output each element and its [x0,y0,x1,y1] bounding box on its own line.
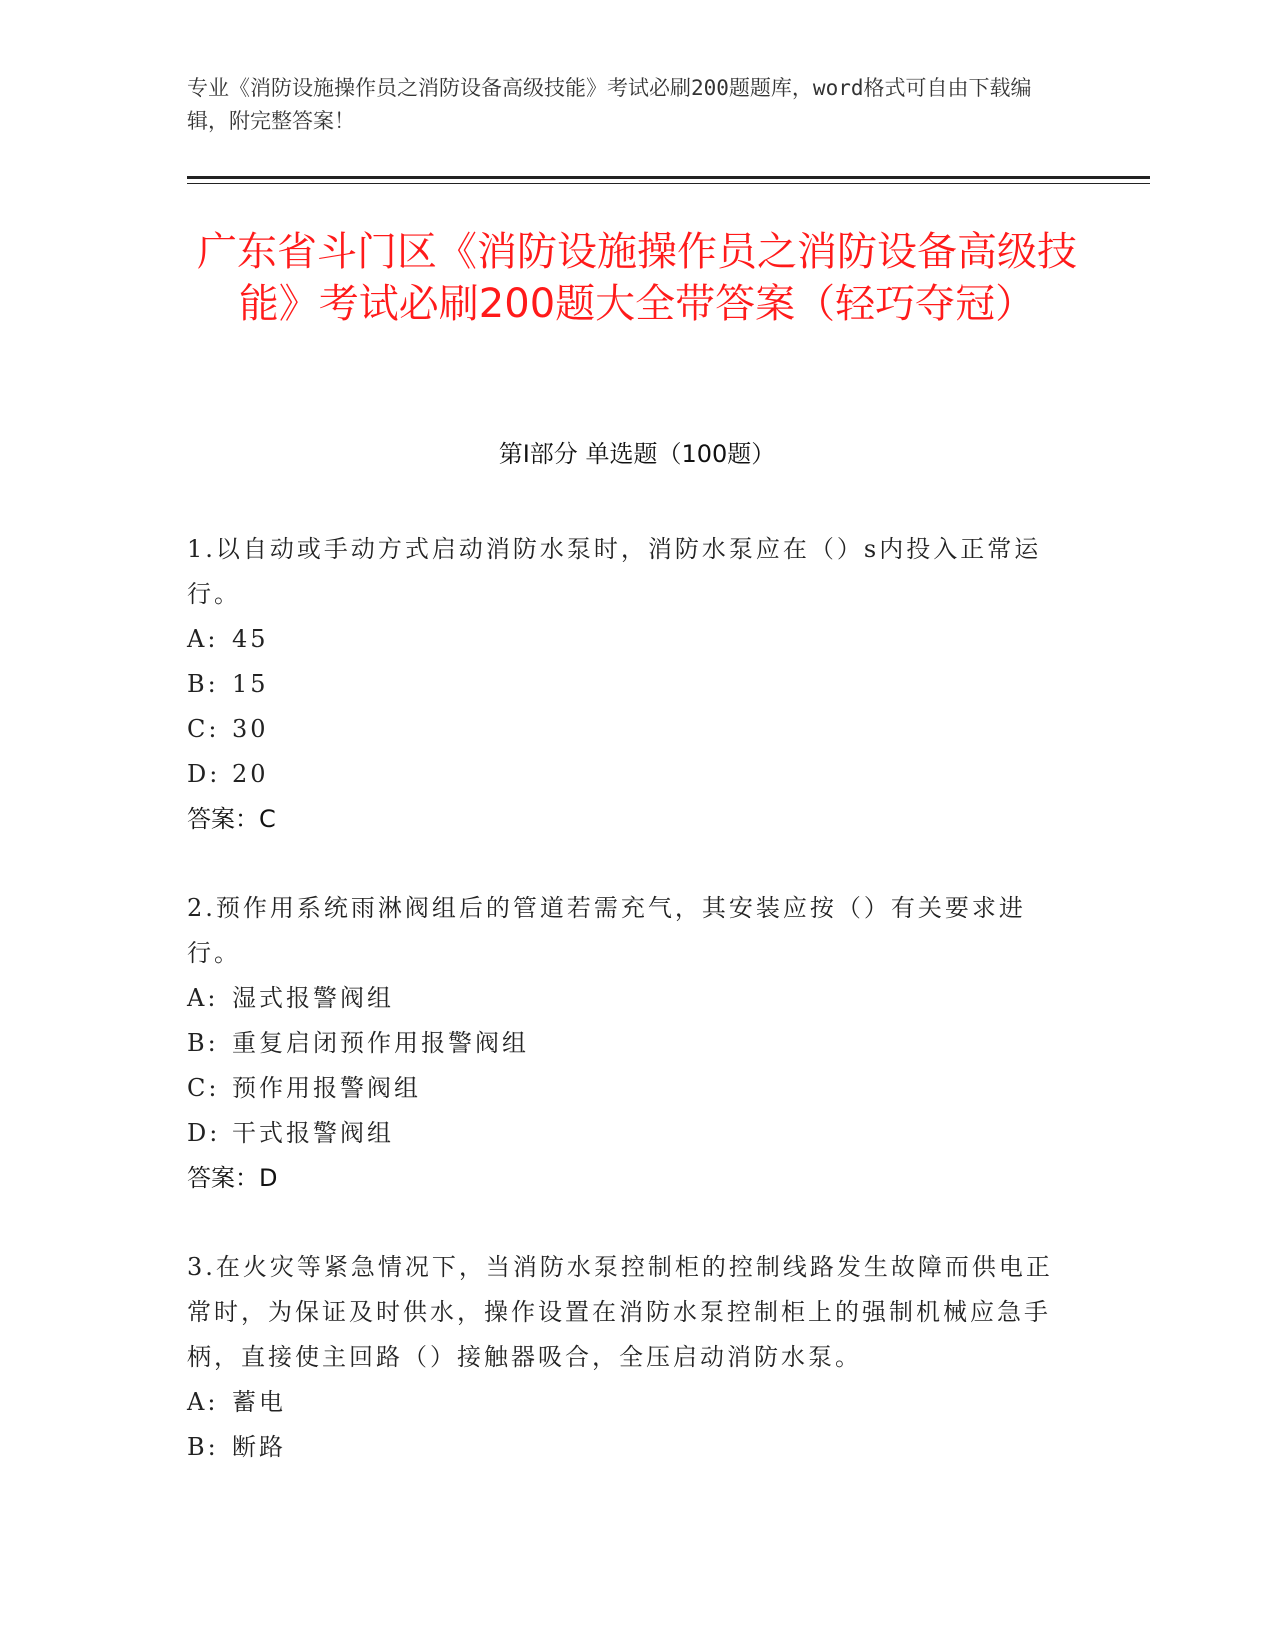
option-letter: A: [187,1388,219,1416]
answer-line: 答案：D [187,1164,278,1192]
header-divider-thick [187,176,1150,179]
question-text: 1.以自动或手动方式启动消防水泵时，消防水泵应在（）s内投入正常运行。 [187,535,1042,608]
option-letter: C: [187,715,220,743]
option-letter: A: [187,625,219,653]
option-c [187,1066,1087,1111]
option-letter: B: [187,1433,219,1461]
option-b [187,662,1087,707]
option-text: 45 [232,625,269,653]
header-divider-thin [187,183,1150,184]
option-text: 干式报警阀组 [232,1119,394,1147]
option-text: 30 [232,715,269,743]
option-letter: B: [187,670,219,698]
option-text: 蓄电 [232,1388,286,1416]
option-letter: C: [187,1074,220,1102]
option-d [187,1111,1087,1156]
option-text: 预作用报警阀组 [232,1074,421,1102]
option-letter: B: [187,1029,219,1057]
option-text: 断路 [232,1433,286,1461]
intro-text: 专业《消防设施操作员之消防设备高级技能》考试必刷200题题库，word格式可自由下载编辑，附完整答案！ [187,76,1032,133]
document-title: 广东省斗门区《消防设施操作员之消防设备高级技能》考试必刷200题大全带答案（轻巧夺冠） [197,229,1077,327]
option-text: 湿式报警阀组 [232,984,394,1012]
question-1 [187,527,1087,842]
option-d [187,752,1087,797]
question-list [187,527,1087,1514]
option-text: 20 [232,760,269,788]
answer-line: 答案：C [187,805,276,833]
option-letter: D: [187,1119,221,1147]
question-text: 2.预作用系统雨淋阀组后的管道若需充气，其安装应按（）有关要求进行。 [187,894,1026,967]
option-text: 15 [232,670,269,698]
question-text: 3.在火灾等紧急情况下，当消防水泵控制柜的控制线路发生故障而供电正常时，为保证及时供水，操作设置在消防水泵控制柜上的强制机械应急手柄，直接使主回路（）接触器吸合，全压启动消防水泵。 [187,1253,1053,1371]
option-a [187,1380,1087,1425]
option-letter: A: [187,984,219,1012]
option-b [187,1021,1087,1066]
option-a [187,617,1087,662]
option-c [187,707,1087,752]
question-3 [187,1245,1087,1470]
option-text: 重复启闭预作用报警阀组 [232,1029,529,1057]
question-2 [187,886,1087,1201]
option-b [187,1425,1087,1470]
option-a [187,976,1087,1021]
section-heading: 第Ⅰ部分 单选题（100题） [498,440,776,468]
option-letter: D: [187,760,221,788]
